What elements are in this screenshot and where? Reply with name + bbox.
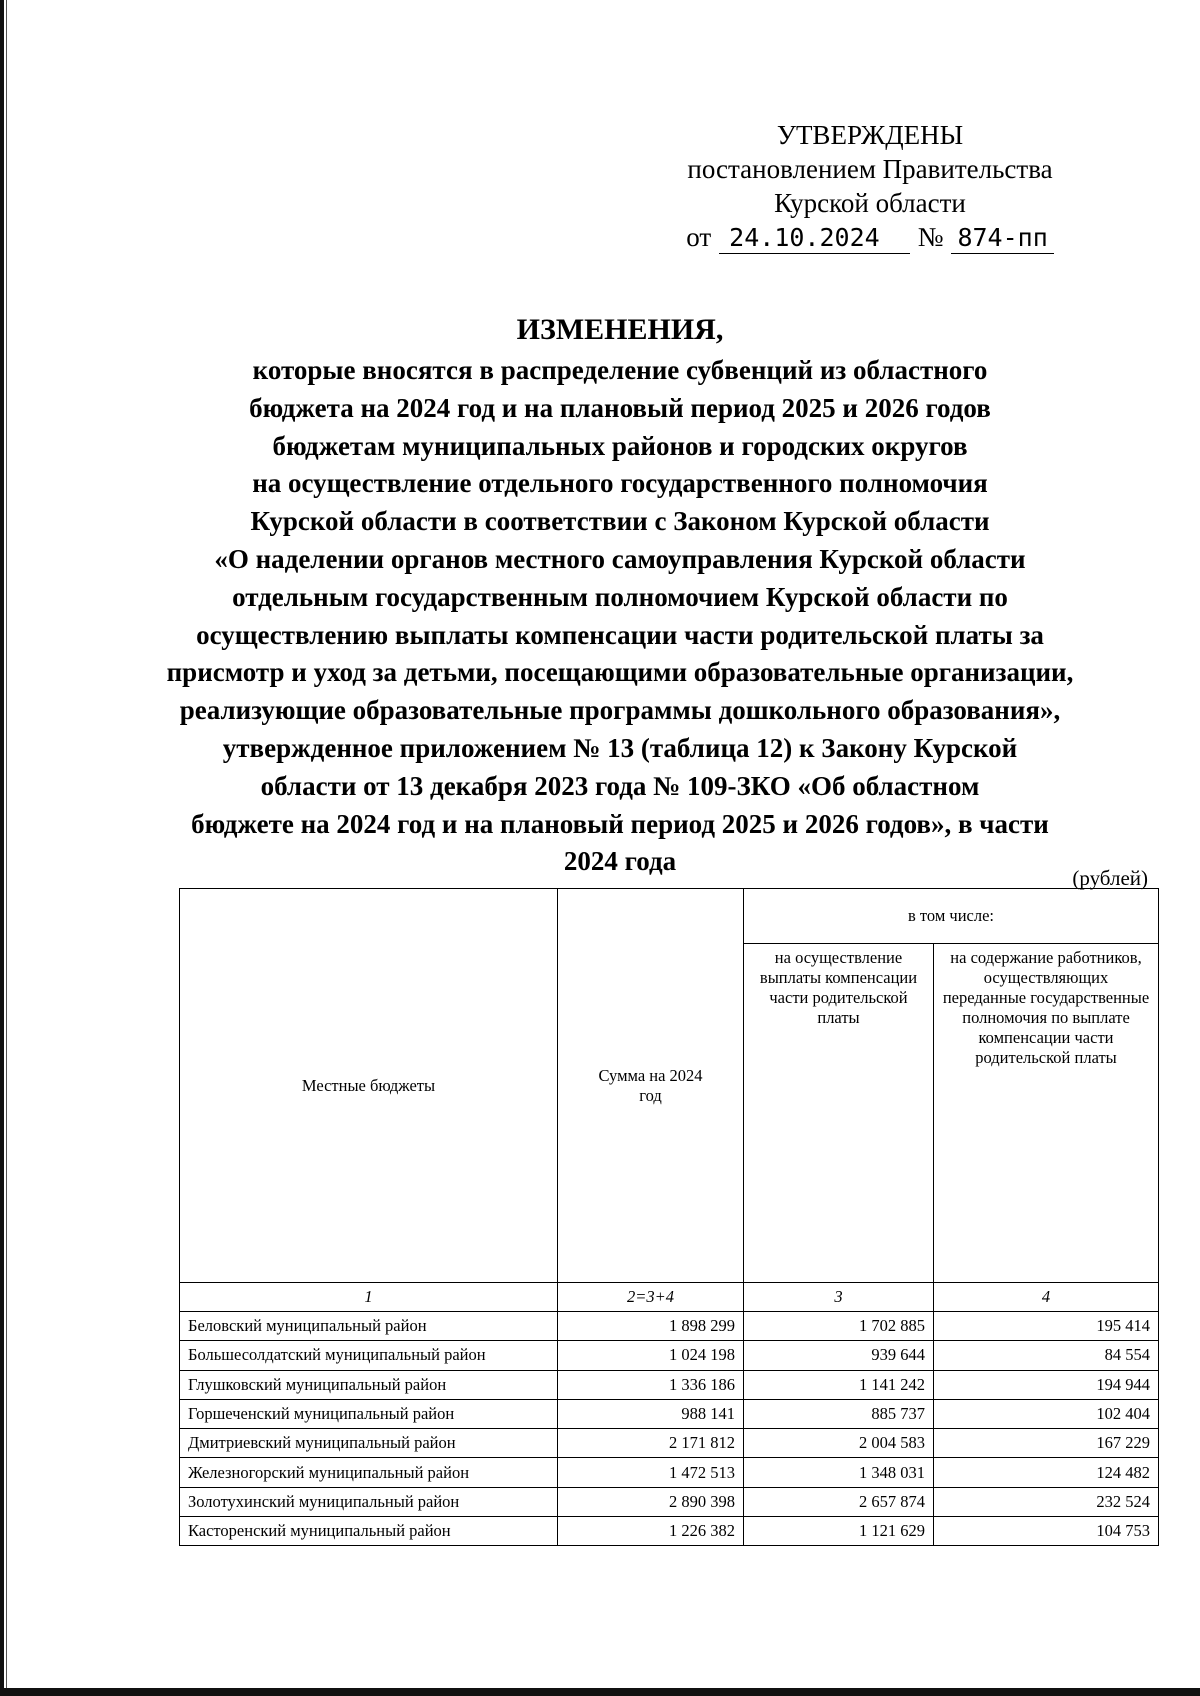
compensation-cell: 1 348 031 [744, 1458, 934, 1487]
header-local-budgets: Местные бюджеты [180, 889, 558, 1283]
index-cell: 2=3+4 [558, 1283, 744, 1312]
district-name: Горшеченский муниципальный район [180, 1399, 558, 1428]
index-cell: 3 [744, 1283, 934, 1312]
approval-number-line [640, 220, 1100, 254]
table-row [180, 1341, 1159, 1370]
sum-cell: 1 226 382 [558, 1517, 744, 1546]
table-row [180, 1487, 1159, 1516]
index-row [180, 1283, 1159, 1312]
sum-cell: 988 141 [558, 1399, 744, 1428]
index-cell: 4 [934, 1283, 1159, 1312]
title-line: которые вносятся в распределение субвенций из областного [252, 355, 988, 385]
scan-edge-bottom [0, 1688, 1200, 1696]
staff-cell: 194 944 [934, 1370, 1159, 1399]
title-line: Курской области в соответствии с Законом Курской области [250, 506, 990, 537]
approval-number: 874-пп [951, 223, 1053, 254]
index-cell: 1 [180, 1283, 558, 1312]
sum-cell: 1 898 299 [558, 1312, 744, 1341]
approval-line-3: Курской области [774, 188, 966, 218]
title-line: области от 13 декабря 2023 года № 109-ЗКО «Об областном [260, 770, 980, 801]
title-line: присмотр и уход за детьми, посещающими образовательные организации, [166, 657, 1074, 688]
header-staff: на содержание работников, осуществляющих переданные государственные полномочия по выплате компенсации части родительской платы [934, 944, 1159, 1283]
staff-cell: 124 482 [934, 1458, 1159, 1487]
staff-cell: 84 554 [934, 1341, 1159, 1370]
title-line: на осуществление отдельного государственного полномочия [252, 468, 988, 499]
title-line: «О наделении органов местного самоуправления Курской области [214, 543, 1026, 574]
table-row [180, 1429, 1159, 1458]
scan-edge-left-inner [6, 0, 7, 1696]
district-name: Дмитриевский муниципальный район [180, 1429, 558, 1458]
staff-cell: 167 229 [934, 1429, 1159, 1458]
compensation-cell: 939 644 [744, 1341, 934, 1370]
district-name: Касторенский муниципальный район [180, 1517, 558, 1546]
title-line: 2024 года [563, 846, 677, 877]
compensation-cell: 2 004 583 [744, 1429, 934, 1458]
staff-cell: 104 753 [934, 1517, 1159, 1546]
table-row [180, 1399, 1159, 1428]
table-row [180, 1517, 1159, 1546]
title-line: бюджете на 2024 год и на плановый период 2025 и 2026 годов», в части [191, 808, 1049, 839]
compensation-cell: 1 141 242 [744, 1370, 934, 1399]
staff-cell: 102 404 [934, 1399, 1159, 1428]
district-name: Глушковский муниципальный район [180, 1370, 558, 1399]
compensation-cell: 1 121 629 [744, 1517, 934, 1546]
approval-line-2: постановлением Правительства [687, 154, 1053, 184]
header-including: в том числе: [744, 889, 1159, 944]
sum-cell: 1 336 186 [558, 1370, 744, 1399]
unit-label: (рублей) [1072, 866, 1148, 890]
document-title [120, 312, 1120, 881]
title-line: утвержденное приложением № 13 (таблица 12) к Закону Курской [222, 732, 1018, 763]
sum-cell: 1 024 198 [558, 1341, 744, 1370]
district-name: Золотухинский муниципальный район [180, 1487, 558, 1516]
district-name: Большесолдатский муниципальный район [180, 1341, 558, 1370]
number-label: № [917, 222, 944, 252]
sum-cell: 2 890 398 [558, 1487, 744, 1516]
table-row [180, 1370, 1159, 1399]
approval-line-1: УТВЕРЖДЕНЫ [776, 120, 964, 150]
district-name: Беловский муниципальный район [180, 1312, 558, 1341]
subsidy-table [179, 888, 1159, 1546]
compensation-cell: 2 657 874 [744, 1487, 934, 1516]
table-row [180, 1458, 1159, 1487]
compensation-cell: 1 702 885 [744, 1312, 934, 1341]
title-line: бюджета на 2024 год и на плановый период 2025 и 2026 годов [249, 392, 991, 423]
header-sum: Сумма на 2024 год [558, 889, 744, 1283]
approval-stamp [640, 118, 1100, 254]
scan-edge-left [0, 0, 4, 1696]
staff-cell: 195 414 [934, 1312, 1159, 1341]
staff-cell: 232 524 [934, 1487, 1159, 1516]
sum-cell: 2 171 812 [558, 1429, 744, 1458]
title-line: реализующие образовательные программы дошкольного образования», [179, 695, 1061, 726]
title-heading: ИЗМЕНЕНИЯ, [516, 313, 724, 346]
compensation-cell: 885 737 [744, 1399, 934, 1428]
approval-date: 24.10.2024 [719, 223, 910, 254]
title-line: бюджетам муниципальных районов и городских округов [272, 430, 968, 461]
district-name: Железногорский муниципальный район [180, 1458, 558, 1487]
title-line: осуществлению выплаты компенсации части родительской платы за [196, 619, 1044, 650]
title-line: отдельным государственным полномочием Курской области по [232, 581, 1008, 612]
table-row [180, 1312, 1159, 1341]
header-compensation: на осуществление выплаты компенсации части родительской платы [744, 944, 934, 1283]
sum-cell: 1 472 513 [558, 1458, 744, 1487]
from-label: от [686, 222, 712, 252]
